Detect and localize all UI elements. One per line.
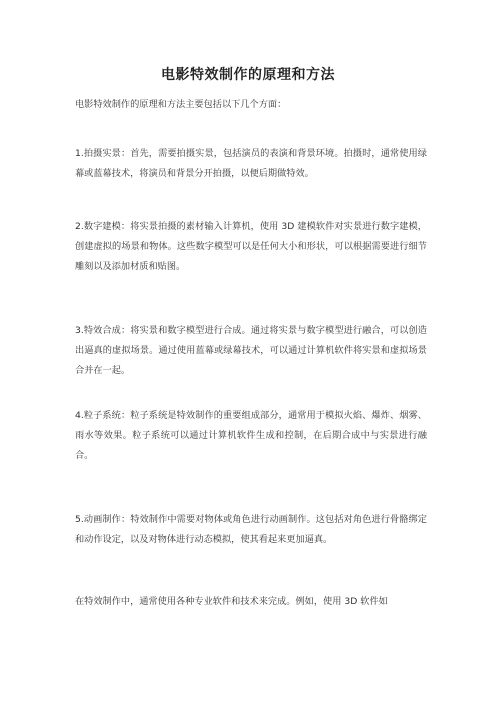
paragraph-modeling: 2.数字建模：将实景拍摄的素材输入计算机，使用 3D 建模软件对实景进行数字建模，创建虚拟的场景和物体。这些数字模型可以是任何大小和形状，可以根据需要进行细节雕刻以及添加材质和贴图。 — [75, 221, 427, 272]
paragraph-particles: 4.粒子系统：粒子系统是特效制作的重要组成部分，通常用于模拟火焰、爆炸、烟雾、雨水等效果。粒子系统可以通过计算机软件生成和控制，在后期合成中与实景进行融合。 — [75, 410, 427, 461]
intro-paragraph: 电影特效制作的原理和方法主要包括以下几个方面： — [75, 99, 287, 110]
paragraph-compositing: 3.特效合成：将实景和数字模型进行合成。通过将实景与数字模型进行融合，可以创造出逼真的虚拟场景。通过使用蓝幕或绿幕技术，可以通过计算机软件将实景和虚拟场景合并在一起。 — [75, 325, 427, 376]
paragraph-software: 在特效制作中，通常使用各种专业软件和技术来完成。例如，使用 3D 软件如 — [75, 596, 388, 607]
document-title: 电影特效制作的原理和方法 — [161, 67, 335, 83]
paragraph-animation: 5.动画制作：特效制作中需要对物体或角色进行动画制作。这包括对角色进行骨骼绑定和动作设定，以及对物体进行动态模拟，使其看起来更加逼真。 — [75, 514, 427, 545]
paragraph-shooting: 1.拍摄实景：首先，需要拍摄实景，包括演员的表演和背景环境。拍摄时，通常使用绿幕或蓝幕技术，将演员和背景分开拍摄，以便后期做特效。 — [75, 148, 427, 179]
